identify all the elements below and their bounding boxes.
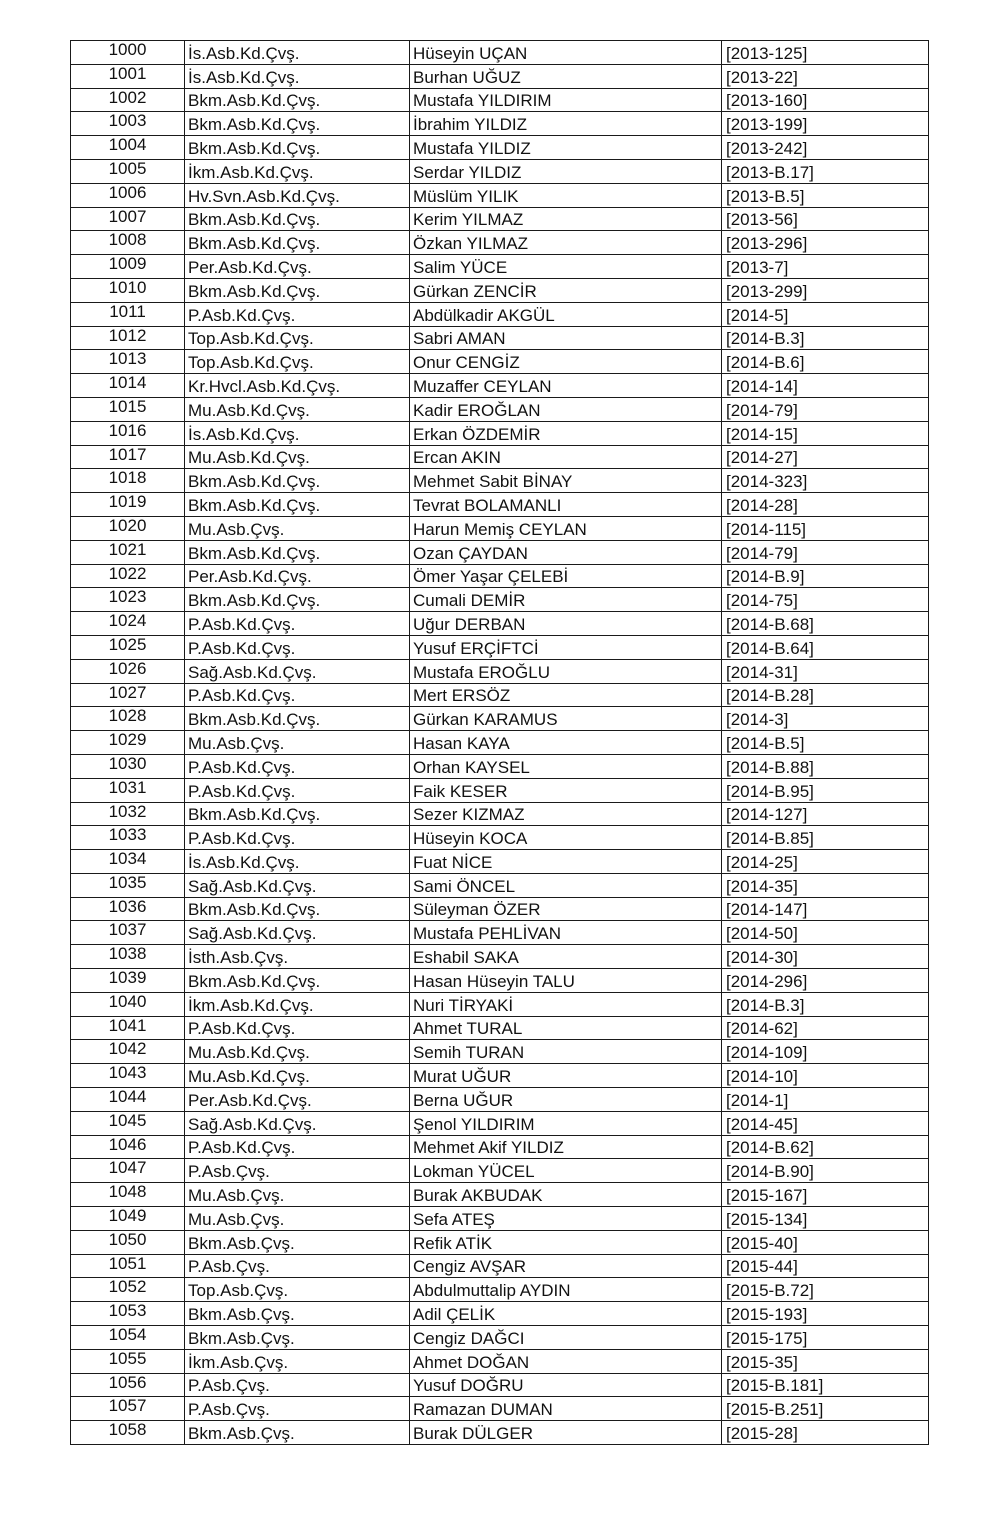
- full-name-cell: Mustafa EROĞLU: [410, 659, 722, 683]
- row-number-cell: 1053: [71, 1302, 185, 1326]
- table-row: [71, 1302, 929, 1326]
- table-row: [71, 1016, 929, 1040]
- table-row: [71, 302, 929, 326]
- rank-cell: Per.Asb.Kd.Çvş.: [185, 564, 410, 588]
- table-row: [71, 445, 929, 469]
- row-number-cell: 1019: [71, 493, 185, 517]
- row-number-cell: 1050: [71, 1230, 185, 1254]
- rank-cell: P.Asb.Kd.Çvş.: [185, 1135, 410, 1159]
- table-row: [71, 1040, 929, 1064]
- full-name-cell: Mehmet Akif YILDIZ: [410, 1135, 722, 1159]
- row-number-cell: 1039: [71, 969, 185, 993]
- row-number-cell: 1031: [71, 778, 185, 802]
- rank-cell: İsth.Asb.Çvş.: [185, 945, 410, 969]
- rank-cell: Bkm.Asb.Kd.Çvş.: [185, 88, 410, 112]
- full-name-cell: Nuri TİRYAKİ: [410, 992, 722, 1016]
- rank-cell: Bkm.Asb.Çvş.: [185, 1326, 410, 1350]
- table-row: [71, 136, 929, 160]
- reference-cell: [2015-B.251]: [722, 1397, 929, 1421]
- full-name-cell: İbrahim YILDIZ: [410, 112, 722, 136]
- reference-cell: [2013-22]: [722, 64, 929, 88]
- table-row: [71, 1421, 929, 1445]
- full-name-cell: Mert ERSÖZ: [410, 683, 722, 707]
- table-row: [71, 826, 929, 850]
- full-name-cell: Cumali DEMİR: [410, 588, 722, 612]
- row-number-cell: 1037: [71, 921, 185, 945]
- table-row: [71, 540, 929, 564]
- table-row: [71, 326, 929, 350]
- full-name-cell: Abdülkadir AKGÜL: [410, 302, 722, 326]
- rank-cell: P.Asb.Kd.Çvş.: [185, 778, 410, 802]
- table-row: [71, 802, 929, 826]
- rank-cell: Bkm.Asb.Kd.Çvş.: [185, 540, 410, 564]
- row-number-cell: 1021: [71, 540, 185, 564]
- rank-cell: P.Asb.Çvş.: [185, 1159, 410, 1183]
- row-number-cell: 1018: [71, 469, 185, 493]
- full-name-cell: Hüseyin KOCA: [410, 826, 722, 850]
- rank-cell: İs.Asb.Kd.Çvş.: [185, 421, 410, 445]
- row-number-cell: 1024: [71, 612, 185, 636]
- table-row: [71, 1111, 929, 1135]
- row-number-cell: 1033: [71, 826, 185, 850]
- rank-cell: P.Asb.Kd.Çvş.: [185, 302, 410, 326]
- table-row: [71, 1207, 929, 1231]
- full-name-cell: Yusuf ERÇİFTCİ: [410, 635, 722, 659]
- full-name-cell: Özkan YILMAZ: [410, 231, 722, 255]
- rank-cell: Mu.Asb.Kd.Çvş.: [185, 445, 410, 469]
- full-name-cell: Ercan AKIN: [410, 445, 722, 469]
- row-number-cell: 1017: [71, 445, 185, 469]
- row-number-cell: 1008: [71, 231, 185, 255]
- reference-cell: [2014-147]: [722, 897, 929, 921]
- row-number-cell: 1057: [71, 1397, 185, 1421]
- row-number-cell: 1012: [71, 326, 185, 350]
- table-row: [71, 350, 929, 374]
- rank-cell: Mu.Asb.Çvş.: [185, 731, 410, 755]
- reference-cell: [2014-127]: [722, 802, 929, 826]
- row-number-cell: 1029: [71, 731, 185, 755]
- full-name-cell: Gürkan ZENCİR: [410, 278, 722, 302]
- row-number-cell: 1001: [71, 64, 185, 88]
- rank-cell: Bkm.Asb.Kd.Çvş.: [185, 278, 410, 302]
- table-row: [71, 41, 929, 65]
- reference-cell: [2013-7]: [722, 255, 929, 279]
- reference-cell: [2015-28]: [722, 1421, 929, 1445]
- table-row: [71, 778, 929, 802]
- table-row: [71, 469, 929, 493]
- rank-cell: P.Asb.Kd.Çvş.: [185, 612, 410, 636]
- full-name-cell: Faik KESER: [410, 778, 722, 802]
- full-name-cell: Gürkan KARAMUS: [410, 707, 722, 731]
- rank-cell: P.Asb.Kd.Çvş.: [185, 635, 410, 659]
- rank-cell: Bkm.Asb.Kd.Çvş.: [185, 802, 410, 826]
- full-name-cell: Mustafa YILDIZ: [410, 136, 722, 160]
- table-row: [71, 159, 929, 183]
- row-number-cell: 1004: [71, 136, 185, 160]
- row-number-cell: 1028: [71, 707, 185, 731]
- row-number-cell: 1043: [71, 1064, 185, 1088]
- table-row: [71, 635, 929, 659]
- row-number-cell: 1044: [71, 1088, 185, 1112]
- rank-cell: İkm.Asb.Çvş.: [185, 1349, 410, 1373]
- reference-cell: [2014-109]: [722, 1040, 929, 1064]
- full-name-cell: Semih TURAN: [410, 1040, 722, 1064]
- reference-cell: [2015-175]: [722, 1326, 929, 1350]
- rank-cell: Bkm.Asb.Çvş.: [185, 1302, 410, 1326]
- table-row: [71, 1135, 929, 1159]
- personnel-table: [70, 40, 929, 1445]
- table-row: [71, 1159, 929, 1183]
- rank-cell: İkm.Asb.Kd.Çvş.: [185, 159, 410, 183]
- row-number-cell: 1049: [71, 1207, 185, 1231]
- full-name-cell: Muzaffer CEYLAN: [410, 374, 722, 398]
- reference-cell: [2013-B.17]: [722, 159, 929, 183]
- row-number-cell: 1035: [71, 873, 185, 897]
- reference-cell: [2015-167]: [722, 1183, 929, 1207]
- row-number-cell: 1022: [71, 564, 185, 588]
- rank-cell: Top.Asb.Kd.Çvş.: [185, 326, 410, 350]
- full-name-cell: Cengiz AVŞAR: [410, 1254, 722, 1278]
- row-number-cell: 1013: [71, 350, 185, 374]
- rank-cell: Bkm.Asb.Kd.Çvş.: [185, 231, 410, 255]
- rank-cell: P.Asb.Kd.Çvş.: [185, 754, 410, 778]
- row-number-cell: 1034: [71, 850, 185, 874]
- full-name-cell: Sezer KIZMAZ: [410, 802, 722, 826]
- full-name-cell: Sefa ATEŞ: [410, 1207, 722, 1231]
- table-row: [71, 921, 929, 945]
- full-name-cell: Harun Memiş CEYLAN: [410, 516, 722, 540]
- full-name-cell: Burak DÜLGER: [410, 1421, 722, 1445]
- full-name-cell: Onur CENGİZ: [410, 350, 722, 374]
- reference-cell: [2013-199]: [722, 112, 929, 136]
- full-name-cell: Ahmet TURAL: [410, 1016, 722, 1040]
- full-name-cell: Şenol YILDIRIM: [410, 1111, 722, 1135]
- table-row: [71, 969, 929, 993]
- full-name-cell: Adil ÇELİK: [410, 1302, 722, 1326]
- row-number-cell: 1003: [71, 112, 185, 136]
- reference-cell: [2014-5]: [722, 302, 929, 326]
- reference-cell: [2014-79]: [722, 397, 929, 421]
- table-row: [71, 493, 929, 517]
- full-name-cell: Tevrat BOLAMANLI: [410, 493, 722, 517]
- table-row: [71, 707, 929, 731]
- reference-cell: [2014-B.28]: [722, 683, 929, 707]
- reference-cell: [2014-15]: [722, 421, 929, 445]
- full-name-cell: Sami ÖNCEL: [410, 873, 722, 897]
- full-name-cell: Orhan KAYSEL: [410, 754, 722, 778]
- reference-cell: [2015-40]: [722, 1230, 929, 1254]
- document-page: [70, 40, 928, 1445]
- rank-cell: Bkm.Asb.Kd.Çvş.: [185, 493, 410, 517]
- table-row: [71, 1230, 929, 1254]
- table-row: [71, 1397, 929, 1421]
- table-row: [71, 255, 929, 279]
- table-row: [71, 278, 929, 302]
- table-row: [71, 945, 929, 969]
- row-number-cell: 1041: [71, 1016, 185, 1040]
- reference-cell: [2014-50]: [722, 921, 929, 945]
- full-name-cell: Uğur DERBAN: [410, 612, 722, 636]
- reference-cell: [2014-3]: [722, 707, 929, 731]
- full-name-cell: Sabri AMAN: [410, 326, 722, 350]
- rank-cell: İs.Asb.Kd.Çvş.: [185, 64, 410, 88]
- reference-cell: [2015-B.181]: [722, 1373, 929, 1397]
- table-row: [71, 612, 929, 636]
- reference-cell: [2014-35]: [722, 873, 929, 897]
- row-number-cell: 1005: [71, 159, 185, 183]
- full-name-cell: Mustafa YILDIRIM: [410, 88, 722, 112]
- rank-cell: P.Asb.Çvş.: [185, 1373, 410, 1397]
- reference-cell: [2014-B.90]: [722, 1159, 929, 1183]
- rank-cell: İs.Asb.Kd.Çvş.: [185, 850, 410, 874]
- reference-cell: [2015-B.72]: [722, 1278, 929, 1302]
- rank-cell: Per.Asb.Kd.Çvş.: [185, 255, 410, 279]
- reference-cell: [2014-27]: [722, 445, 929, 469]
- reference-cell: [2015-35]: [722, 1349, 929, 1373]
- full-name-cell: Hasan Hüseyin TALU: [410, 969, 722, 993]
- reference-cell: [2014-B.5]: [722, 731, 929, 755]
- full-name-cell: Abdulmuttalip AYDIN: [410, 1278, 722, 1302]
- row-number-cell: 1002: [71, 88, 185, 112]
- row-number-cell: 1026: [71, 659, 185, 683]
- rank-cell: Mu.Asb.Kd.Çvş.: [185, 397, 410, 421]
- table-row: [71, 564, 929, 588]
- row-number-cell: 1036: [71, 897, 185, 921]
- rank-cell: Bkm.Asb.Çvş.: [185, 1230, 410, 1254]
- table-row: [71, 754, 929, 778]
- reference-cell: [2014-B.85]: [722, 826, 929, 850]
- rank-cell: İs.Asb.Kd.Çvş.: [185, 41, 410, 65]
- row-number-cell: 1007: [71, 207, 185, 231]
- reference-cell: [2014-296]: [722, 969, 929, 993]
- row-number-cell: 1027: [71, 683, 185, 707]
- full-name-cell: Süleyman ÖZER: [410, 897, 722, 921]
- reference-cell: [2014-14]: [722, 374, 929, 398]
- full-name-cell: Hasan KAYA: [410, 731, 722, 755]
- table-row: [71, 992, 929, 1016]
- row-number-cell: 1032: [71, 802, 185, 826]
- reference-cell: [2014-79]: [722, 540, 929, 564]
- rank-cell: Top.Asb.Çvş.: [185, 1278, 410, 1302]
- rank-cell: P.Asb.Kd.Çvş.: [185, 683, 410, 707]
- full-name-cell: Serdar YILDIZ: [410, 159, 722, 183]
- full-name-cell: Ramazan DUMAN: [410, 1397, 722, 1421]
- reference-cell: [2014-B.3]: [722, 326, 929, 350]
- full-name-cell: Yusuf DOĞRU: [410, 1373, 722, 1397]
- reference-cell: [2014-75]: [722, 588, 929, 612]
- row-number-cell: 1009: [71, 255, 185, 279]
- table-row: [71, 850, 929, 874]
- reference-cell: [2014-B.9]: [722, 564, 929, 588]
- rank-cell: Sağ.Asb.Kd.Çvş.: [185, 921, 410, 945]
- rank-cell: Bkm.Asb.Kd.Çvş.: [185, 588, 410, 612]
- row-number-cell: 1000: [71, 41, 185, 65]
- row-number-cell: 1042: [71, 1040, 185, 1064]
- reference-cell: [2014-25]: [722, 850, 929, 874]
- rank-cell: Mu.Asb.Çvş.: [185, 516, 410, 540]
- table-row: [71, 207, 929, 231]
- reference-cell: [2014-323]: [722, 469, 929, 493]
- full-name-cell: Müslüm YILIK: [410, 183, 722, 207]
- row-number-cell: 1015: [71, 397, 185, 421]
- reference-cell: [2014-28]: [722, 493, 929, 517]
- row-number-cell: 1055: [71, 1349, 185, 1373]
- reference-cell: [2014-B.64]: [722, 635, 929, 659]
- table-row: [71, 516, 929, 540]
- table-row: [71, 873, 929, 897]
- rank-cell: Sağ.Asb.Kd.Çvş.: [185, 873, 410, 897]
- row-number-cell: 1011: [71, 302, 185, 326]
- reference-cell: [2014-62]: [722, 1016, 929, 1040]
- full-name-cell: Burak AKBUDAK: [410, 1183, 722, 1207]
- row-number-cell: 1052: [71, 1278, 185, 1302]
- row-number-cell: 1045: [71, 1111, 185, 1135]
- full-name-cell: Lokman YÜCEL: [410, 1159, 722, 1183]
- row-number-cell: 1047: [71, 1159, 185, 1183]
- table-row: [71, 374, 929, 398]
- full-name-cell: Kadir EROĞLAN: [410, 397, 722, 421]
- full-name-cell: Murat UĞUR: [410, 1064, 722, 1088]
- table-row: [71, 683, 929, 707]
- reference-cell: [2014-10]: [722, 1064, 929, 1088]
- rank-cell: Hv.Svn.Asb.Kd.Çvş.: [185, 183, 410, 207]
- reference-cell: [2015-44]: [722, 1254, 929, 1278]
- reference-cell: [2015-193]: [722, 1302, 929, 1326]
- reference-cell: [2015-134]: [722, 1207, 929, 1231]
- reference-cell: [2013-56]: [722, 207, 929, 231]
- full-name-cell: Fuat NİCE: [410, 850, 722, 874]
- row-number-cell: 1020: [71, 516, 185, 540]
- row-number-cell: 1038: [71, 945, 185, 969]
- rank-cell: Bkm.Asb.Kd.Çvş.: [185, 136, 410, 160]
- rank-cell: Per.Asb.Kd.Çvş.: [185, 1088, 410, 1112]
- row-number-cell: 1016: [71, 421, 185, 445]
- row-number-cell: 1054: [71, 1326, 185, 1350]
- row-number-cell: 1046: [71, 1135, 185, 1159]
- reference-cell: [2014-45]: [722, 1111, 929, 1135]
- reference-cell: [2014-B.88]: [722, 754, 929, 778]
- table-row: [71, 1373, 929, 1397]
- row-number-cell: 1058: [71, 1421, 185, 1445]
- full-name-cell: Hüseyin UÇAN: [410, 41, 722, 65]
- table-row: [71, 1183, 929, 1207]
- rank-cell: Bkm.Asb.Kd.Çvş.: [185, 469, 410, 493]
- table-row: [71, 588, 929, 612]
- reference-cell: [2014-B.62]: [722, 1135, 929, 1159]
- reference-cell: [2013-B.5]: [722, 183, 929, 207]
- row-number-cell: 1048: [71, 1183, 185, 1207]
- reference-cell: [2013-125]: [722, 41, 929, 65]
- reference-cell: [2014-B.95]: [722, 778, 929, 802]
- rank-cell: Mu.Asb.Kd.Çvş.: [185, 1064, 410, 1088]
- table-row: [71, 231, 929, 255]
- rank-cell: Bkm.Asb.Kd.Çvş.: [185, 112, 410, 136]
- table-body: [71, 41, 929, 1445]
- table-row: [71, 1349, 929, 1373]
- reference-cell: [2014-31]: [722, 659, 929, 683]
- rank-cell: Bkm.Asb.Kd.Çvş.: [185, 707, 410, 731]
- rank-cell: Bkm.Asb.Kd.Çvş.: [185, 207, 410, 231]
- row-number-cell: 1014: [71, 374, 185, 398]
- rank-cell: Bkm.Asb.Kd.Çvş.: [185, 897, 410, 921]
- reference-cell: [2013-160]: [722, 88, 929, 112]
- full-name-cell: Berna UĞUR: [410, 1088, 722, 1112]
- reference-cell: [2014-1]: [722, 1088, 929, 1112]
- row-number-cell: 1006: [71, 183, 185, 207]
- table-row: [71, 1326, 929, 1350]
- rank-cell: Top.Asb.Kd.Çvş.: [185, 350, 410, 374]
- reference-cell: [2014-30]: [722, 945, 929, 969]
- table-row: [71, 88, 929, 112]
- row-number-cell: 1040: [71, 992, 185, 1016]
- rank-cell: P.Asb.Çvş.: [185, 1254, 410, 1278]
- reference-cell: [2013-299]: [722, 278, 929, 302]
- rank-cell: Kr.Hvcl.Asb.Kd.Çvş.: [185, 374, 410, 398]
- reference-cell: [2013-242]: [722, 136, 929, 160]
- rank-cell: P.Asb.Çvş.: [185, 1397, 410, 1421]
- table-row: [71, 659, 929, 683]
- full-name-cell: Salim YÜCE: [410, 255, 722, 279]
- row-number-cell: 1010: [71, 278, 185, 302]
- full-name-cell: Refik ATİK: [410, 1230, 722, 1254]
- table-row: [71, 897, 929, 921]
- table-row: [71, 1254, 929, 1278]
- reference-cell: [2013-296]: [722, 231, 929, 255]
- rank-cell: Bkm.Asb.Kd.Çvş.: [185, 969, 410, 993]
- reference-cell: [2014-B.6]: [722, 350, 929, 374]
- table-row: [71, 1064, 929, 1088]
- table-row: [71, 421, 929, 445]
- full-name-cell: Ömer Yaşar ÇELEBİ: [410, 564, 722, 588]
- rank-cell: Mu.Asb.Çvş.: [185, 1183, 410, 1207]
- row-number-cell: 1030: [71, 754, 185, 778]
- rank-cell: P.Asb.Kd.Çvş.: [185, 826, 410, 850]
- full-name-cell: Ahmet DOĞAN: [410, 1349, 722, 1373]
- full-name-cell: Kerim YILMAZ: [410, 207, 722, 231]
- rank-cell: P.Asb.Kd.Çvş.: [185, 1016, 410, 1040]
- table-row: [71, 397, 929, 421]
- row-number-cell: 1025: [71, 635, 185, 659]
- full-name-cell: Mustafa PEHLİVAN: [410, 921, 722, 945]
- reference-cell: [2014-115]: [722, 516, 929, 540]
- table-row: [71, 731, 929, 755]
- rank-cell: İkm.Asb.Kd.Çvş.: [185, 992, 410, 1016]
- rank-cell: Mu.Asb.Çvş.: [185, 1207, 410, 1231]
- full-name-cell: Erkan ÖZDEMİR: [410, 421, 722, 445]
- full-name-cell: Cengiz DAĞCI: [410, 1326, 722, 1350]
- reference-cell: [2014-B.3]: [722, 992, 929, 1016]
- rank-cell: Mu.Asb.Kd.Çvş.: [185, 1040, 410, 1064]
- full-name-cell: Eshabil SAKA: [410, 945, 722, 969]
- row-number-cell: 1023: [71, 588, 185, 612]
- table-row: [71, 64, 929, 88]
- table-row: [71, 183, 929, 207]
- rank-cell: Bkm.Asb.Çvş.: [185, 1421, 410, 1445]
- rank-cell: Sağ.Asb.Kd.Çvş.: [185, 659, 410, 683]
- reference-cell: [2014-B.68]: [722, 612, 929, 636]
- table-row: [71, 112, 929, 136]
- full-name-cell: Ozan ÇAYDAN: [410, 540, 722, 564]
- row-number-cell: 1056: [71, 1373, 185, 1397]
- row-number-cell: 1051: [71, 1254, 185, 1278]
- table-row: [71, 1278, 929, 1302]
- rank-cell: Sağ.Asb.Kd.Çvş.: [185, 1111, 410, 1135]
- full-name-cell: Mehmet Sabit BİNAY: [410, 469, 722, 493]
- full-name-cell: Burhan UĞUZ: [410, 64, 722, 88]
- table-row: [71, 1088, 929, 1112]
